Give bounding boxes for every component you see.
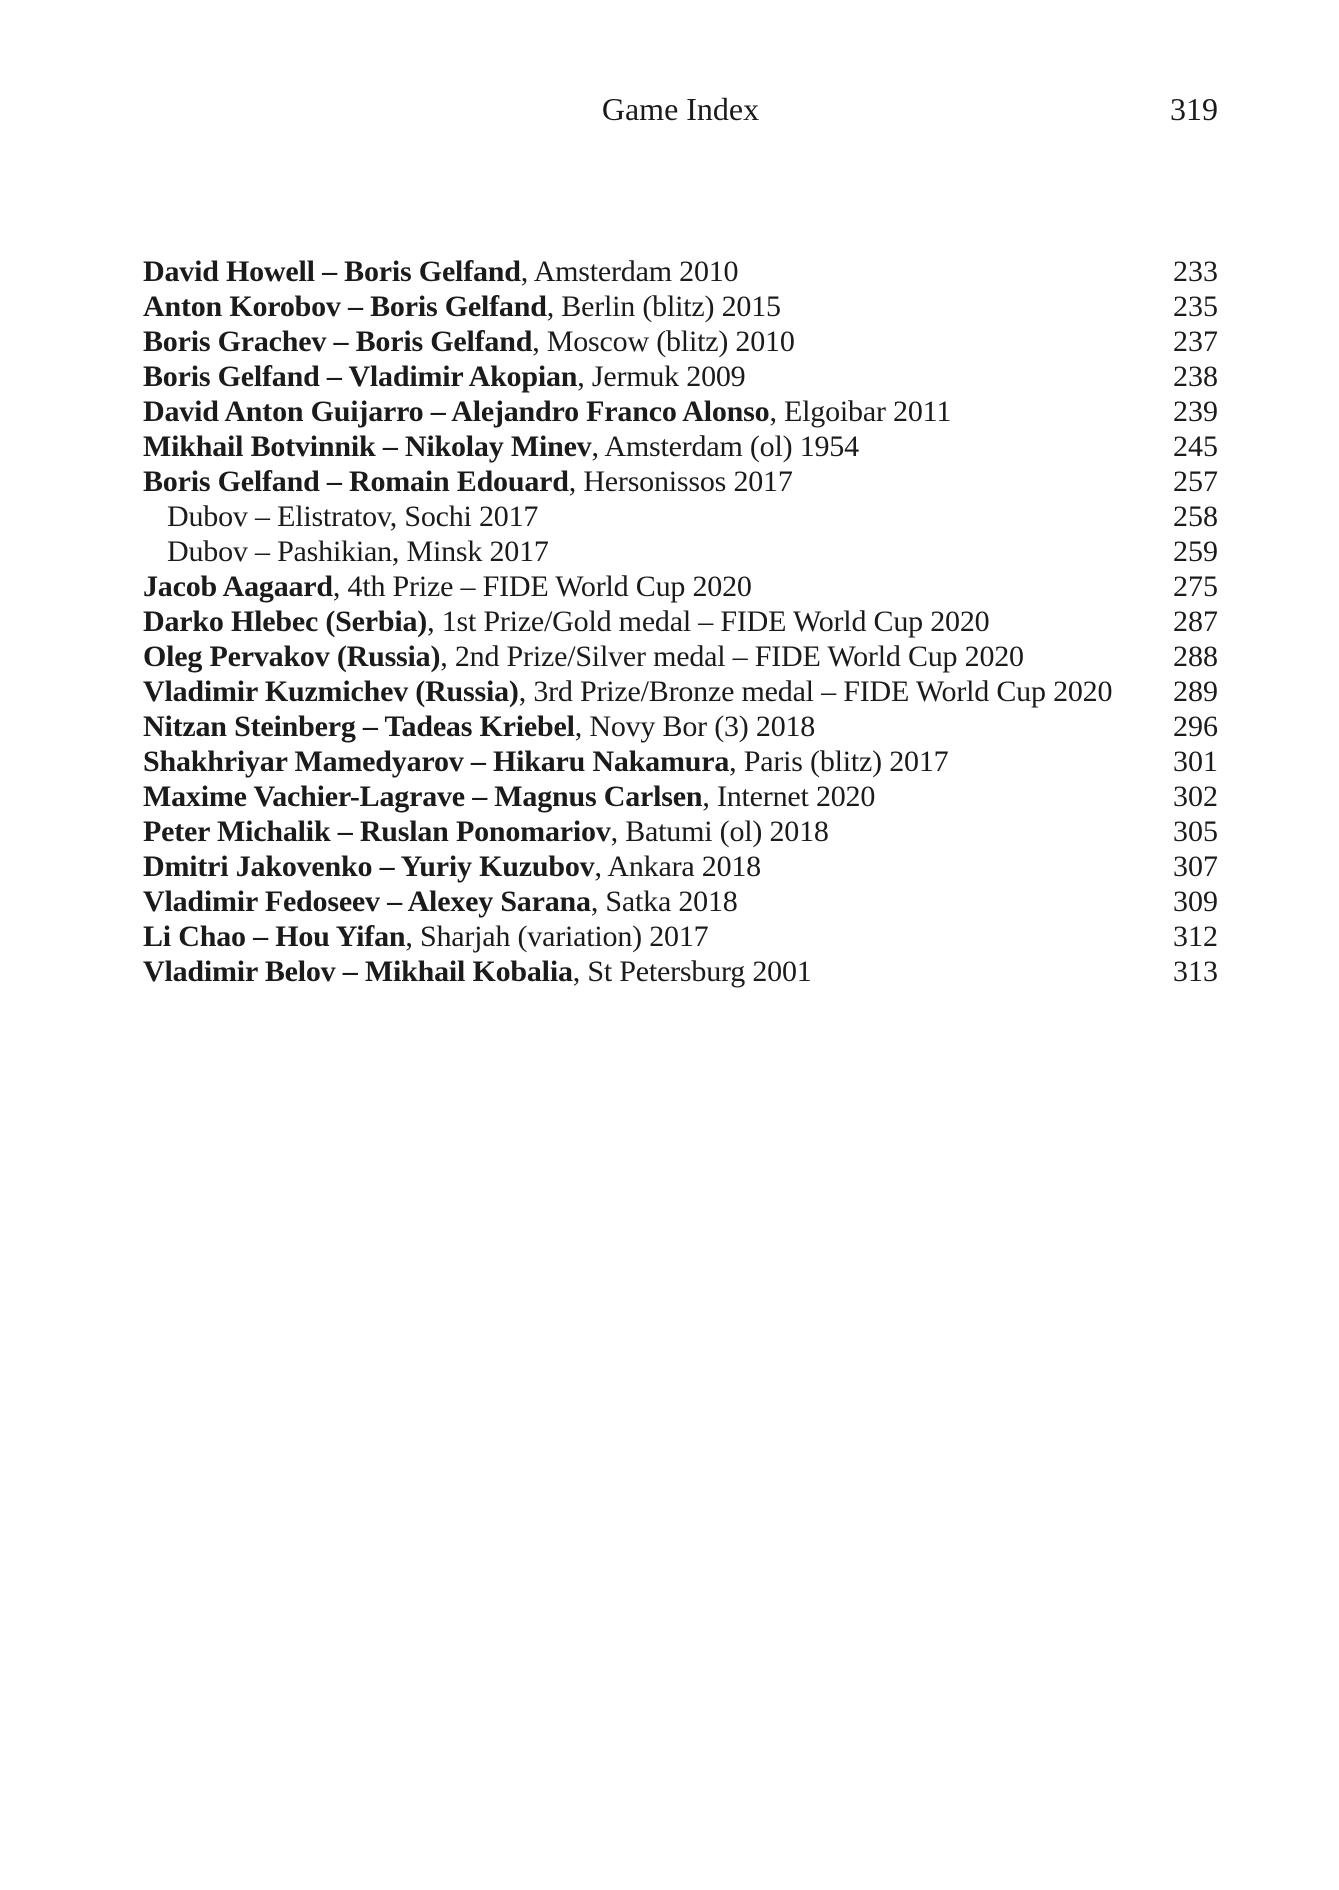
entry-players: Li Chao – Hou Yifan [143, 920, 406, 953]
entry-text [143, 499, 538, 534]
game-index-entry [143, 359, 1218, 394]
entry-text [143, 429, 859, 464]
entry-players: David Howell – Boris Gelfand [143, 255, 521, 288]
entry-event: , Ankara 2018 [594, 850, 761, 883]
entry-event: Dubov – Elistratov, Sochi 2017 [167, 500, 539, 533]
entry-event: , Berlin (blitz) 2015 [546, 290, 781, 323]
entry-page-number: 233 [1173, 255, 1218, 288]
entry-text [143, 884, 738, 919]
entry-text [143, 569, 752, 604]
entry-text [143, 919, 708, 954]
entry-event: , Elgoibar 2011 [769, 395, 952, 428]
entry-page-number: 309 [1173, 885, 1218, 918]
entry-page-number: 301 [1173, 745, 1218, 778]
entry-text [143, 394, 951, 429]
entry-players: David Anton Guijarro – Alejandro Franco Alonso [143, 395, 770, 428]
entry-page-number: 259 [1173, 535, 1218, 568]
entry-text [143, 954, 812, 989]
entry-event: Dubov – Pashikian, Minsk 2017 [167, 535, 549, 568]
entry-page-number: 245 [1173, 430, 1218, 463]
page-title: Game Index [601, 91, 760, 127]
entry-event: , Sharjah (variation) 2017 [405, 920, 709, 953]
entry-page-number: 305 [1173, 815, 1218, 848]
game-index-entry [143, 744, 1218, 779]
entry-players: Jacob Aagaard [143, 570, 333, 603]
game-index-entry [143, 779, 1218, 814]
entry-text [143, 744, 948, 779]
entry-event: , Novy Bor (3) 2018 [574, 710, 816, 743]
entry-players: Anton Korobov – Boris Gelfand [143, 290, 547, 323]
entry-text [143, 604, 989, 639]
entry-players: Dmitri Jakovenko – Yuriy Kuzubov [143, 850, 595, 883]
entry-players: Shakhriyar Mamedyarov – Hikaru Nakamura [143, 745, 730, 778]
game-index-entry [143, 954, 1218, 989]
entry-text [143, 359, 745, 394]
entry-event: , Satka 2018 [590, 885, 738, 918]
entry-event: , 3rd Prize/Bronze medal – FIDE World Cup 2020 [518, 675, 1113, 708]
entry-page-number: 257 [1173, 465, 1218, 498]
entry-players: Boris Gelfand – Vladimir Akopian [143, 360, 578, 393]
entry-players: Mikhail Botvinnik – Nikolay Minev [143, 430, 592, 463]
game-index-entry [143, 884, 1218, 919]
entry-text [143, 709, 815, 744]
entry-text [143, 534, 549, 569]
game-index-entry [143, 499, 1218, 534]
game-index-entry [143, 324, 1218, 359]
entry-players: Vladimir Belov – Mikhail Kobalia [143, 955, 573, 988]
entry-page-number: 287 [1173, 605, 1218, 638]
entry-text [143, 814, 829, 849]
entry-players: Boris Grachev – Boris Gelfand [143, 325, 533, 358]
entry-page-number: 296 [1173, 710, 1218, 743]
entry-text [143, 289, 781, 324]
entry-page-number: 239 [1173, 395, 1218, 428]
entry-event: , 4th Prize – FIDE World Cup 2020 [332, 570, 752, 603]
entry-players: Peter Michalik – Ruslan Ponomariov [143, 815, 611, 848]
game-index-entry [143, 814, 1218, 849]
entry-event: , Jermuk 2009 [577, 360, 746, 393]
entry-players: Darko Hlebec (Serbia) [143, 605, 428, 638]
game-index-entry [143, 639, 1218, 674]
entry-page-number: 275 [1173, 570, 1218, 603]
entry-players: Boris Gelfand – Romain Edouard [143, 465, 569, 498]
entry-page-number: 235 [1173, 290, 1218, 323]
entry-event: , Amsterdam 2010 [520, 255, 739, 288]
entry-text [143, 779, 875, 814]
entry-players: Oleg Pervakov (Russia) [143, 640, 441, 673]
entry-event: , 2nd Prize/Silver medal – FIDE World Cup 2020 [440, 640, 1024, 673]
entry-players: Maxime Vachier-Lagrave – Magnus Carlsen [143, 780, 703, 813]
entry-event: , Amsterdam (ol) 1954 [591, 430, 859, 463]
entry-players: Vladimir Kuzmichev (Russia) [143, 675, 519, 708]
entry-text [143, 324, 795, 359]
entry-event: , Paris (blitz) 2017 [729, 745, 949, 778]
game-index-entry [143, 289, 1218, 324]
entry-players: Vladimir Fedoseev – Alexey Sarana [143, 885, 591, 918]
game-index-list [143, 254, 1218, 989]
game-index-entry [143, 394, 1218, 429]
entry-players: Nitzan Steinberg – Tadeas Kriebel [143, 710, 575, 743]
entry-event: , St Petersburg 2001 [572, 955, 812, 988]
entry-event: , Moscow (blitz) 2010 [532, 325, 795, 358]
game-index-entry [143, 254, 1218, 289]
game-index-entry [143, 569, 1218, 604]
running-header [143, 89, 1218, 129]
entry-page-number: 289 [1173, 675, 1218, 708]
entry-event: , Hersonissos 2017 [568, 465, 793, 498]
game-index-entry [143, 849, 1218, 884]
entry-text [143, 674, 1112, 709]
entry-page-number: 258 [1173, 500, 1218, 533]
game-index-entry [143, 604, 1218, 639]
entry-page-number: 307 [1173, 850, 1218, 883]
game-index-entry [143, 709, 1218, 744]
entry-page-number: 238 [1173, 360, 1218, 393]
entry-text [143, 464, 793, 499]
game-index-entry [143, 464, 1218, 499]
entry-event: , Batumi (ol) 2018 [610, 815, 829, 848]
entry-text [143, 254, 738, 289]
game-index-entry [143, 534, 1218, 569]
entry-page-number: 313 [1173, 955, 1218, 988]
game-index-entry [143, 429, 1218, 464]
entry-event: , Internet 2020 [702, 780, 876, 813]
entry-text [143, 639, 1024, 674]
game-index-entry [143, 919, 1218, 954]
entry-page-number: 237 [1173, 325, 1218, 358]
entry-page-number: 312 [1173, 920, 1218, 953]
entry-text [143, 849, 761, 884]
folio-page-number: 319 [1170, 91, 1218, 127]
entry-page-number: 288 [1173, 640, 1218, 673]
game-index-entry [143, 674, 1218, 709]
entry-event: , 1st Prize/Gold medal – FIDE World Cup 2020 [427, 605, 990, 638]
entry-page-number: 302 [1173, 780, 1218, 813]
